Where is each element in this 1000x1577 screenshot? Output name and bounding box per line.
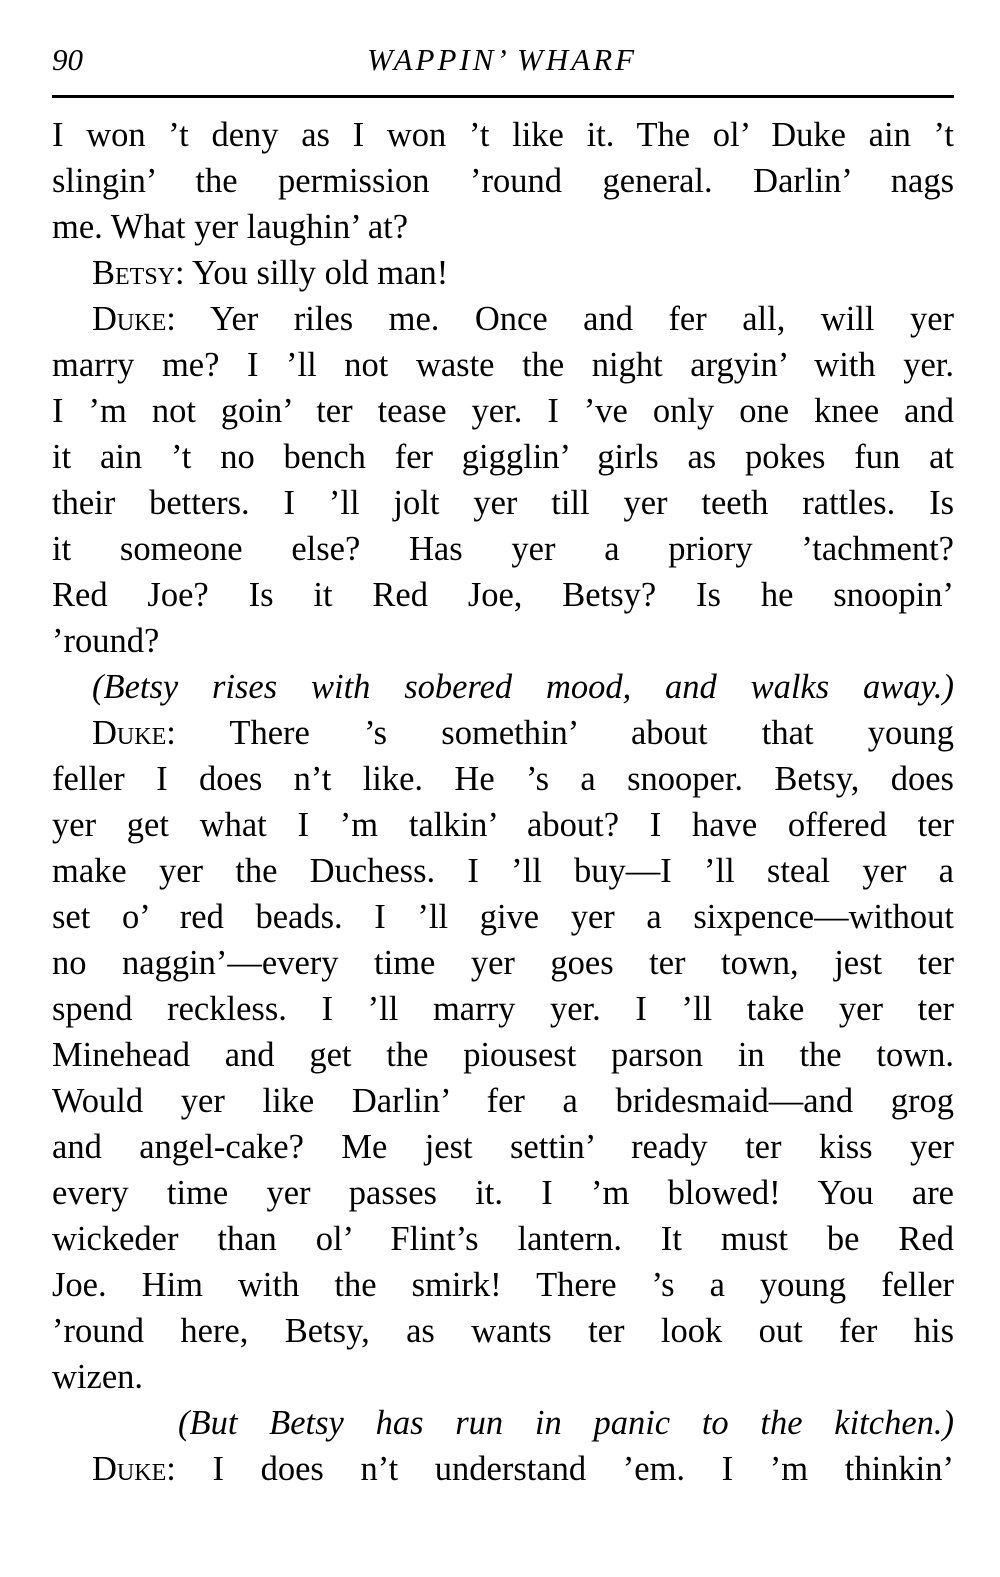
text-line: Minehead and get the piousest parson in the town. bbox=[52, 1036, 954, 1074]
text-line: feller I does n’t like. He ’s a snooper. Betsy, does bbox=[52, 760, 954, 798]
text-line: and angel-cake? Me jest settin’ ready ter kiss yer bbox=[52, 1128, 954, 1166]
text-line: their betters. I ’ll jolt yer till yer teeth rattles. Is bbox=[52, 484, 954, 522]
text-line: ’round here, Betsy, as wants ter look out fer his bbox=[52, 1312, 954, 1350]
page-number: 90 bbox=[52, 42, 83, 77]
dialogue-line: Betsy: You silly old man! bbox=[92, 254, 449, 292]
speaker-name: Duke bbox=[92, 714, 167, 752]
dialogue-line: Duke: Yer riles me. Once and fer all, will yer bbox=[92, 300, 954, 338]
running-head: WAPPIN’ WHARF bbox=[366, 42, 638, 77]
text-line: yer get what I ’m talkin’ about? I have offered ter bbox=[52, 806, 954, 844]
speaker-name: Betsy bbox=[92, 254, 176, 292]
dialogue-line: Duke: I does n’t understand ’em. I ’m thinkin’ bbox=[92, 1450, 954, 1488]
speaker-name: Duke bbox=[92, 300, 167, 338]
text-line: every time yer passes it. I ’m blowed! You are bbox=[52, 1174, 954, 1212]
text-line: make yer the Duchess. I ’ll buy—I ’ll steal yer a bbox=[52, 852, 954, 890]
text-line: wickeder than ol’ Flint’s lantern. It must be Red bbox=[52, 1220, 954, 1258]
header-rule bbox=[52, 95, 954, 98]
text-line: slingin’ the permission ’round general. Darlin’ nags bbox=[52, 162, 954, 200]
text-line: ’round? bbox=[52, 622, 160, 660]
stage-direction: (Betsy rises with sobered mood, and walks away.) bbox=[92, 668, 954, 706]
text-line: marry me? I ’ll not waste the night argyin’ with yer. bbox=[52, 346, 954, 384]
text-line: I won ’t deny as I won ’t like it. The ol’ Duke ain ’t bbox=[52, 116, 954, 154]
text-line: no naggin’—every time yer goes ter town, jest ter bbox=[52, 944, 954, 982]
text-line: it someone else? Has yer a priory ’tachment? bbox=[52, 530, 954, 568]
text-line: Red Joe? Is it Red Joe, Betsy? Is he snoopin’ bbox=[52, 576, 954, 614]
speaker-name: Duke bbox=[92, 1450, 167, 1488]
text-line: me. What yer laughin’ at? bbox=[52, 208, 409, 246]
text-line: wizen. bbox=[52, 1358, 144, 1396]
stage-direction: (But Betsy has run in panic to the kitchen.) bbox=[178, 1404, 954, 1442]
play-text bbox=[52, 112, 954, 1492]
text-line: it ain ’t no bench fer gigglin’ girls as pokes fun at bbox=[52, 438, 954, 476]
text-line: spend reckless. I ’ll marry yer. I ’ll take yer ter bbox=[52, 990, 954, 1028]
text-line: Would yer like Darlin’ fer a bridesmaid—and grog bbox=[52, 1082, 954, 1120]
text-line: set o’ red beads. I ’ll give yer a sixpence—without bbox=[52, 898, 954, 936]
dialogue-line: Duke: There ’s somethin’ about that young bbox=[92, 714, 954, 752]
page-header bbox=[52, 42, 952, 86]
text-line: Joe. Him with the smirk! There ’s a young feller bbox=[52, 1266, 954, 1304]
text-line: I ’m not goin’ ter tease yer. I ’ve only one knee and bbox=[52, 392, 954, 430]
